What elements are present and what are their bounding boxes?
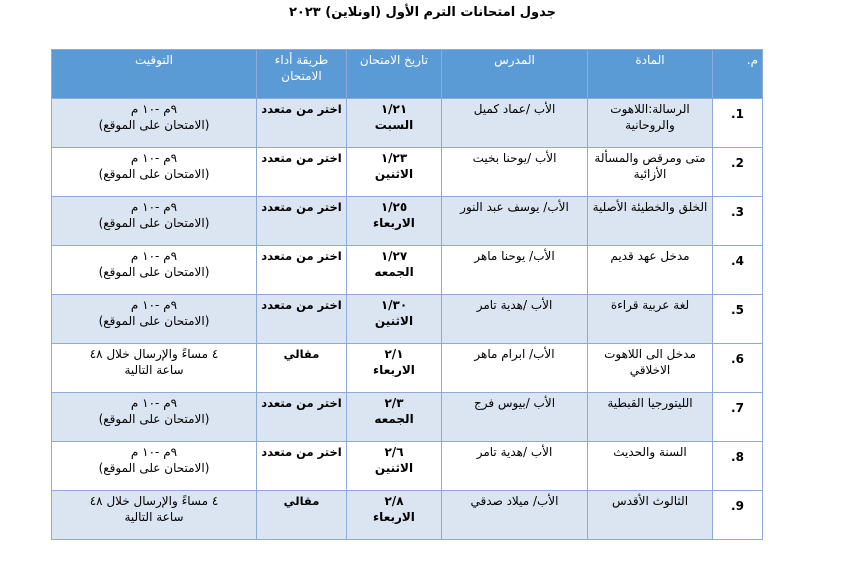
row-day: الاثنين bbox=[374, 461, 414, 475]
row-method: اختر من متعدد bbox=[257, 295, 347, 344]
table-row bbox=[52, 491, 763, 540]
row-note: (الامتحان على الموقع) bbox=[98, 461, 210, 475]
row-date-cell bbox=[347, 442, 442, 491]
row-date-cell bbox=[347, 393, 442, 442]
row-day: الاثنين bbox=[374, 314, 414, 328]
header-timing: التوقيت bbox=[52, 50, 257, 99]
row-method: اختر من متعدد bbox=[257, 148, 347, 197]
row-date-cell bbox=[347, 295, 442, 344]
row-day: الاربعاء bbox=[373, 216, 415, 230]
header-subject: المادة bbox=[588, 50, 713, 99]
row-subject: مدخل عهد قديم bbox=[588, 246, 713, 295]
row-number: 2. bbox=[713, 148, 763, 197]
row-note: ساعة التالية bbox=[124, 363, 184, 377]
row-day: الاثنين bbox=[374, 167, 414, 181]
row-note: (الامتحان على الموقع) bbox=[98, 216, 210, 230]
row-date-cell bbox=[347, 148, 442, 197]
row-note: ساعة التالية bbox=[124, 510, 184, 524]
row-teacher: الأب /هدية تامر bbox=[442, 442, 588, 491]
row-number: 9. bbox=[713, 491, 763, 540]
row-subject: الخلق والخطيئة الأصلية bbox=[588, 197, 713, 246]
header-teacher: المدرس bbox=[442, 50, 588, 99]
row-method: مقالي bbox=[257, 344, 347, 393]
row-day: الاربعاء bbox=[373, 510, 415, 524]
row-method: اختر من متعدد bbox=[257, 393, 347, 442]
row-timing-cell bbox=[52, 393, 257, 442]
header-num: م. bbox=[713, 50, 763, 99]
row-timing-cell bbox=[52, 491, 257, 540]
row-time: ٩م -١٠ م bbox=[130, 445, 178, 459]
row-date: ٢/٣ bbox=[384, 396, 404, 410]
row-timing-cell bbox=[52, 246, 257, 295]
row-date: ٢/٨ bbox=[384, 494, 404, 508]
row-subject: الثالوث الأقدس bbox=[588, 491, 713, 540]
exam-schedule-table bbox=[51, 49, 763, 540]
row-date-cell bbox=[347, 99, 442, 148]
row-date-cell bbox=[347, 491, 442, 540]
row-time: ٩م -١٠ م bbox=[130, 151, 178, 165]
row-date: ١/٣٠ bbox=[380, 298, 408, 312]
header-method: طريقة أداء الامتحان bbox=[257, 50, 347, 99]
table-row bbox=[52, 393, 763, 442]
table-row bbox=[52, 246, 763, 295]
row-time: ٩م -١٠ م bbox=[130, 298, 178, 312]
table-row bbox=[52, 295, 763, 344]
row-teacher: الأب/ ابرام ماهر bbox=[442, 344, 588, 393]
row-teacher: الأب /عماد كميل bbox=[442, 99, 588, 148]
row-day: السبت bbox=[374, 118, 414, 132]
row-teacher: الأب/ يوسف عبد النور bbox=[442, 197, 588, 246]
table-row bbox=[52, 197, 763, 246]
table-row bbox=[52, 99, 763, 148]
header-row bbox=[52, 50, 763, 99]
row-date: ١/٢١ bbox=[380, 102, 408, 116]
row-number: 5. bbox=[713, 295, 763, 344]
row-date: ١/٢٣ bbox=[380, 151, 408, 165]
row-date: ٢/١ bbox=[384, 347, 404, 361]
row-time: ٤ مساءً والإرسال خلال ٤٨ bbox=[89, 347, 219, 361]
row-date: ١/٢٥ bbox=[380, 200, 408, 214]
row-date-cell bbox=[347, 197, 442, 246]
row-number: 6. bbox=[713, 344, 763, 393]
row-timing-cell bbox=[52, 197, 257, 246]
row-timing-cell bbox=[52, 442, 257, 491]
row-day: الجمعه bbox=[374, 265, 414, 279]
row-number: 1. bbox=[713, 99, 763, 148]
row-teacher: الأب /بيوس فرج bbox=[442, 393, 588, 442]
row-teacher: الأب/ ميلاد صدقي bbox=[442, 491, 588, 540]
row-subject: لغة عربية قراءة bbox=[588, 295, 713, 344]
row-time: ٩م -١٠ م bbox=[130, 200, 178, 214]
row-note: (الامتحان على الموقع) bbox=[98, 314, 210, 328]
row-note: (الامتحان على الموقع) bbox=[98, 412, 210, 426]
row-time: ٤ مساءً والإرسال خلال ٤٨ bbox=[89, 494, 219, 508]
table-row bbox=[52, 442, 763, 491]
row-teacher: الأب /هدية تامر bbox=[442, 295, 588, 344]
table-row bbox=[52, 344, 763, 393]
row-teacher: الأب /يوحنا بخيت bbox=[442, 148, 588, 197]
row-day: الاربعاء bbox=[373, 363, 415, 377]
row-date-cell bbox=[347, 344, 442, 393]
row-date: ١/٢٧ bbox=[380, 249, 408, 263]
row-method: اختر من متعدد bbox=[257, 99, 347, 148]
row-number: 3. bbox=[713, 197, 763, 246]
row-number: 7. bbox=[713, 393, 763, 442]
row-time: ٩م -١٠ م bbox=[130, 249, 178, 263]
row-method: اختر من متعدد bbox=[257, 197, 347, 246]
row-subject: متى ومرقص والمسألة الأزائية bbox=[588, 148, 713, 197]
row-method: اختر من متعدد bbox=[257, 442, 347, 491]
row-number: 8. bbox=[713, 442, 763, 491]
row-method: اختر من متعدد bbox=[257, 246, 347, 295]
row-day: الجمعه bbox=[374, 412, 414, 426]
row-timing-cell bbox=[52, 148, 257, 197]
row-subject: الليتورجيا القبطية bbox=[588, 393, 713, 442]
row-timing-cell bbox=[52, 344, 257, 393]
row-note: (الامتحان على الموقع) bbox=[98, 167, 210, 181]
row-date: ٢/٦ bbox=[384, 445, 404, 459]
row-subject: مدخل الى اللاهوت الاخلاقي bbox=[588, 344, 713, 393]
row-number: 4. bbox=[713, 246, 763, 295]
table-row bbox=[52, 148, 763, 197]
row-teacher: الأب/ يوحنا ماهر bbox=[442, 246, 588, 295]
row-timing-cell bbox=[52, 99, 257, 148]
row-note: (الامتحان على الموقع) bbox=[98, 118, 210, 132]
row-time: ٩م -١٠ م bbox=[130, 102, 178, 116]
row-time: ٩م -١٠ م bbox=[130, 396, 178, 410]
row-subject: الرسالة:اللاهوت والروحانية bbox=[588, 99, 713, 148]
row-date-cell bbox=[347, 246, 442, 295]
row-timing-cell bbox=[52, 295, 257, 344]
row-method: مقالي bbox=[257, 491, 347, 540]
header-date: تاريخ الامتحان bbox=[347, 50, 442, 99]
row-subject: السنة والحديث bbox=[588, 442, 713, 491]
page-title: جدول امتحانات الترم الأول (اونلاين) ٢٠٢٣ bbox=[288, 5, 556, 20]
row-note: (الامتحان على الموقع) bbox=[98, 265, 210, 279]
